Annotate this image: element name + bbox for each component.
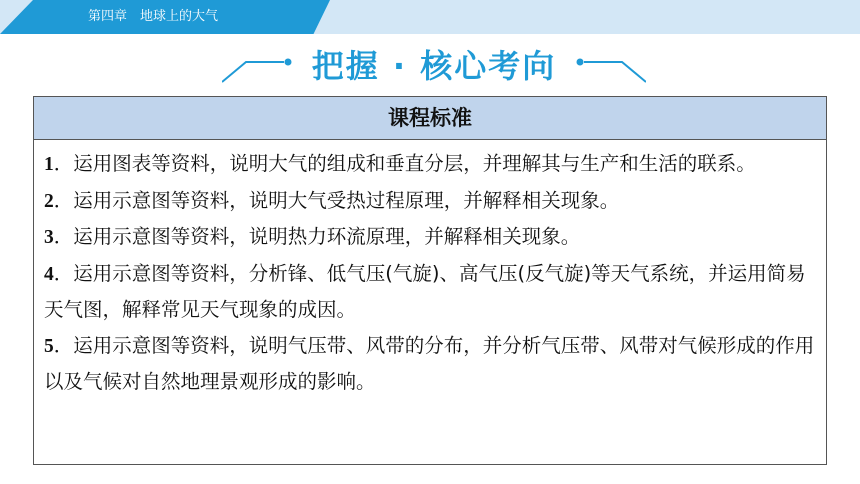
standard-item-3 — [44, 219, 816, 256]
item-text: ．运用示意图等资料，分析锋、低气压(气旋)、高气压(反气旋)等天气系统，并运用简易天气图，解释常见天气现象的成因。 — [44, 261, 806, 321]
chapter-label: 第四章 地球上的大气 — [88, 9, 219, 24]
item-text: ．运用示意图等资料，说明大气受热过程原理，并解释相关现象。 — [53, 188, 620, 212]
standard-item-1 — [44, 146, 816, 183]
item-number: 4 — [44, 263, 54, 285]
item-number: 1 — [44, 154, 54, 175]
standard-item-5 — [44, 328, 816, 400]
item-number: 5 — [44, 335, 54, 357]
curriculum-standards-table — [33, 96, 827, 465]
table-header: 课程标准 — [34, 97, 826, 140]
item-text: ．运用图表等资料，说明大气的组成和垂直分层，并理解其与生产和生活的联系。 — [53, 152, 756, 175]
item-text: ．运用示意图等资料，说明热力环流原理，并解释相关现象。 — [53, 225, 581, 248]
item-number: 2 — [44, 190, 54, 212]
standard-item-2 — [44, 183, 816, 220]
section-heading — [222, 40, 646, 96]
section-heading-text: 把握 · 核心考向 — [311, 47, 557, 85]
table-body — [34, 140, 826, 400]
item-number: 3 — [44, 227, 54, 248]
item-text: ．运用示意图等资料，说明气压带、风带的分布，并分析气压带、风带对气候形成的作用以及气候对自然地理景观形成的影响。 — [44, 333, 815, 393]
standard-item-4 — [44, 256, 816, 328]
